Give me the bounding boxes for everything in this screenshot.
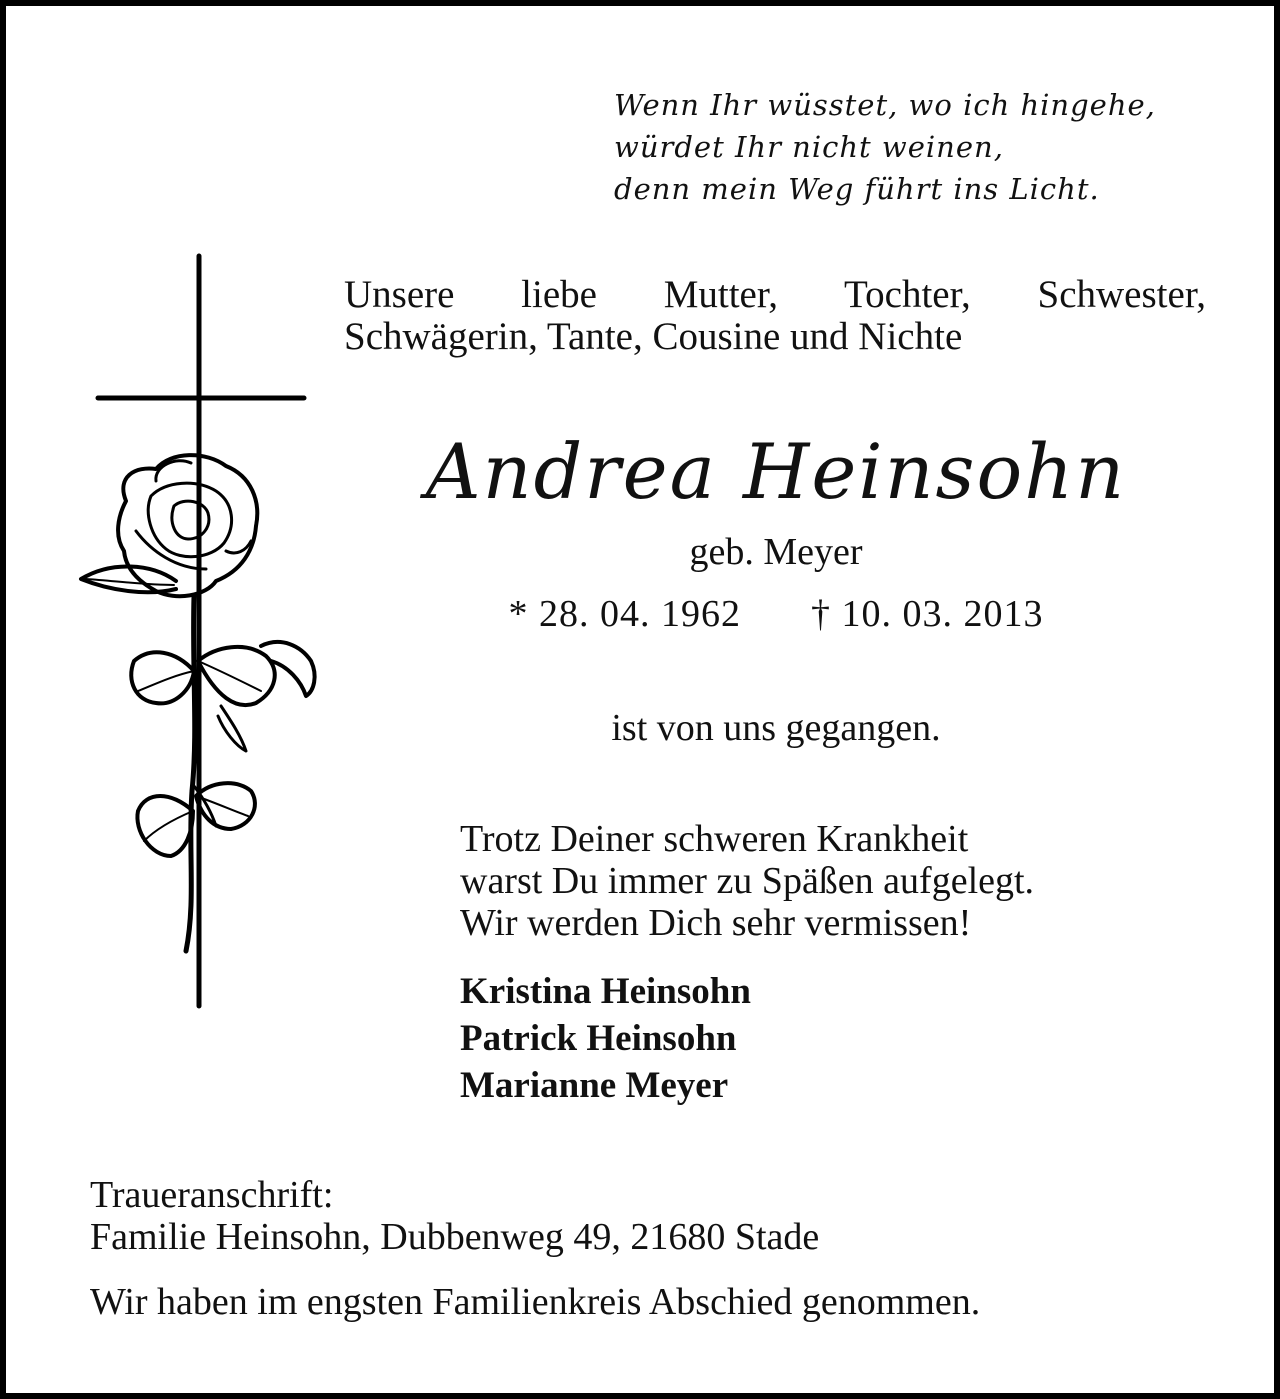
- intro-line: Unsere liebe Mutter, Tochter, Schwester,: [344, 273, 1206, 316]
- deceased-name: Andrea Heinsohn: [425, 427, 1127, 516]
- life-dates: [336, 592, 1216, 636]
- signer-name: Kristina Heinsohn: [460, 971, 751, 1012]
- birth-name: geb. Meyer: [689, 531, 863, 573]
- address-label: Traueranschrift:: [90, 1174, 334, 1216]
- quote-line: Wenn Ihr wüsstet, wo ich hingehe,: [614, 88, 1156, 122]
- poem-block: [460, 818, 1034, 944]
- cross-with-rose-icon: [56, 251, 326, 1011]
- poem-line: Wir werden Dich sehr vermissen!: [460, 902, 972, 944]
- quote-line: würdet Ihr nicht weinen,: [614, 130, 1004, 164]
- poem-line: warst Du immer zu Späßen aufgelegt.: [460, 860, 1035, 902]
- quote-block: [614, 84, 1156, 210]
- intro-line: Schwägerin, Tante, Cousine und Nichte: [344, 315, 963, 358]
- quote-line: denn mein Weg führt ins Licht.: [614, 172, 1100, 206]
- poem-line: Trotz Deiner schweren Krankheit: [460, 818, 969, 860]
- intro-text: [344, 274, 1206, 358]
- signer-name: Patrick Heinsohn: [460, 1018, 737, 1059]
- address-line: Familie Heinsohn, Dubbenweg 49, 21680 Stade: [90, 1216, 820, 1258]
- closing-text: Wir haben im engsten Familienkreis Abschied genommen.: [90, 1281, 981, 1323]
- birth-date: * 28. 04. 1962: [508, 593, 741, 635]
- signers-list: [460, 968, 751, 1109]
- signer-name: Marianne Meyer: [460, 1065, 729, 1106]
- death-date: † 10. 03. 2013: [811, 593, 1044, 635]
- mourning-address: [90, 1174, 819, 1258]
- passed-text: ist von uns gegangen.: [611, 707, 941, 749]
